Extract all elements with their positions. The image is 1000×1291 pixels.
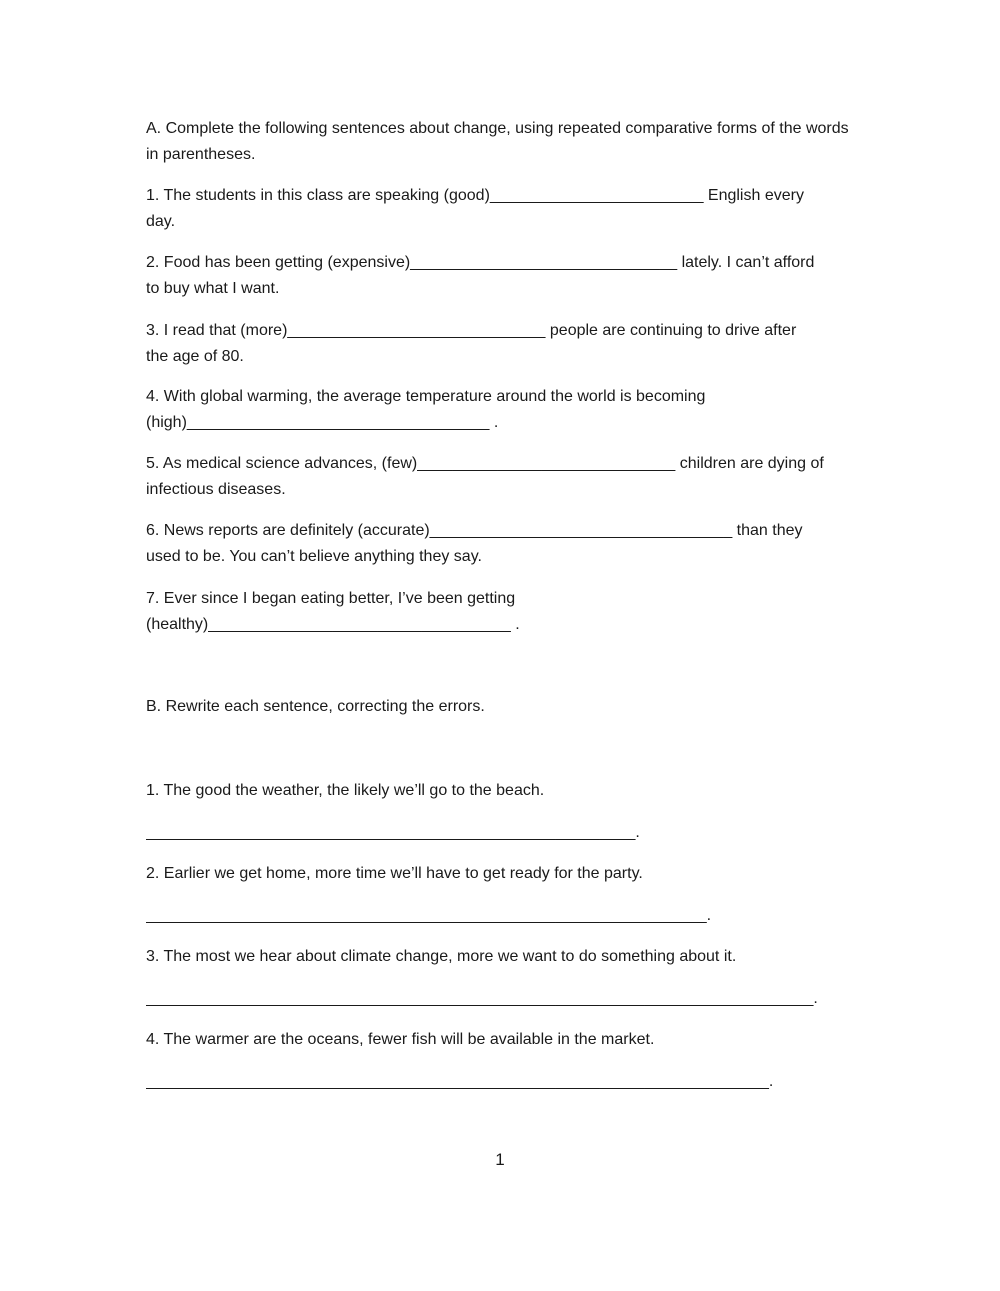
item-line: the age of 80. <box>146 348 244 365</box>
item-line: 3. I read that (more)_____________________________ people are continuing to drive after <box>146 322 797 339</box>
item-line: 6. News reports are definitely (accurate)__________________________________ than they <box>146 522 803 539</box>
section-a-item-5 <box>146 451 856 503</box>
section-b-item-4-answer-line[interactable]: ______________________________________________________________________. <box>146 1073 774 1090</box>
item-line: (high)__________________________________ . <box>146 414 499 431</box>
item-line: 1. The students in this class are speaking (good)________________________ English every <box>146 187 804 204</box>
section-a-item-2 <box>146 250 856 302</box>
item-line: (healthy)__________________________________ . <box>146 616 520 633</box>
section-b-item-4-sentence: 4. The warmer are the oceans, fewer fish will be available in the market. <box>146 1031 655 1048</box>
item-line: 7. Ever since I began eating better, I’ve been getting <box>146 590 516 607</box>
item-line: day. <box>146 213 176 230</box>
item-line: to buy what I want. <box>146 280 280 297</box>
section-a-item-1 <box>146 183 856 235</box>
item-line: 5. As medical science advances, (few)_____________________________ children are dying of <box>146 455 824 472</box>
section-a-item-6 <box>146 518 856 570</box>
item-line: used to be. You can’t believe anything they say. <box>146 548 482 565</box>
section-b-item-1-sentence: 1. The good the weather, the likely we’ll go to the beach. <box>146 782 545 799</box>
item-line: 2. Food has been getting (expensive)______________________________ lately. I can’t afford <box>146 254 815 271</box>
section-a-item-4 <box>146 384 856 436</box>
section-b-item-2-sentence: 2. Earlier we get home, more time we’ll have to get ready for the party. <box>146 865 643 882</box>
section-b-item-1-answer-line[interactable]: _______________________________________________________. <box>146 824 640 841</box>
item-line: infectious diseases. <box>146 481 286 498</box>
section-a-instructions: A. Complete the following sentences about change, using repeated comparative forms of the words in parentheses. <box>146 120 849 163</box>
section-b-instructions: B. Rewrite each sentence, correcting the errors. <box>146 698 485 715</box>
section-b-item-2-answer-line[interactable]: _______________________________________________________________. <box>146 907 712 924</box>
section-a-item-3 <box>146 318 856 370</box>
item-line: 4. With global warming, the average temperature around the world is becoming <box>146 388 706 405</box>
section-a-item-7 <box>146 586 856 638</box>
page-number: 1 <box>495 1150 505 1169</box>
section-b-item-3-sentence: 3. The most we hear about climate change, more we want to do something about it. <box>146 948 737 965</box>
section-b-item-3-answer-line[interactable]: ___________________________________________________________________________. <box>146 990 818 1007</box>
